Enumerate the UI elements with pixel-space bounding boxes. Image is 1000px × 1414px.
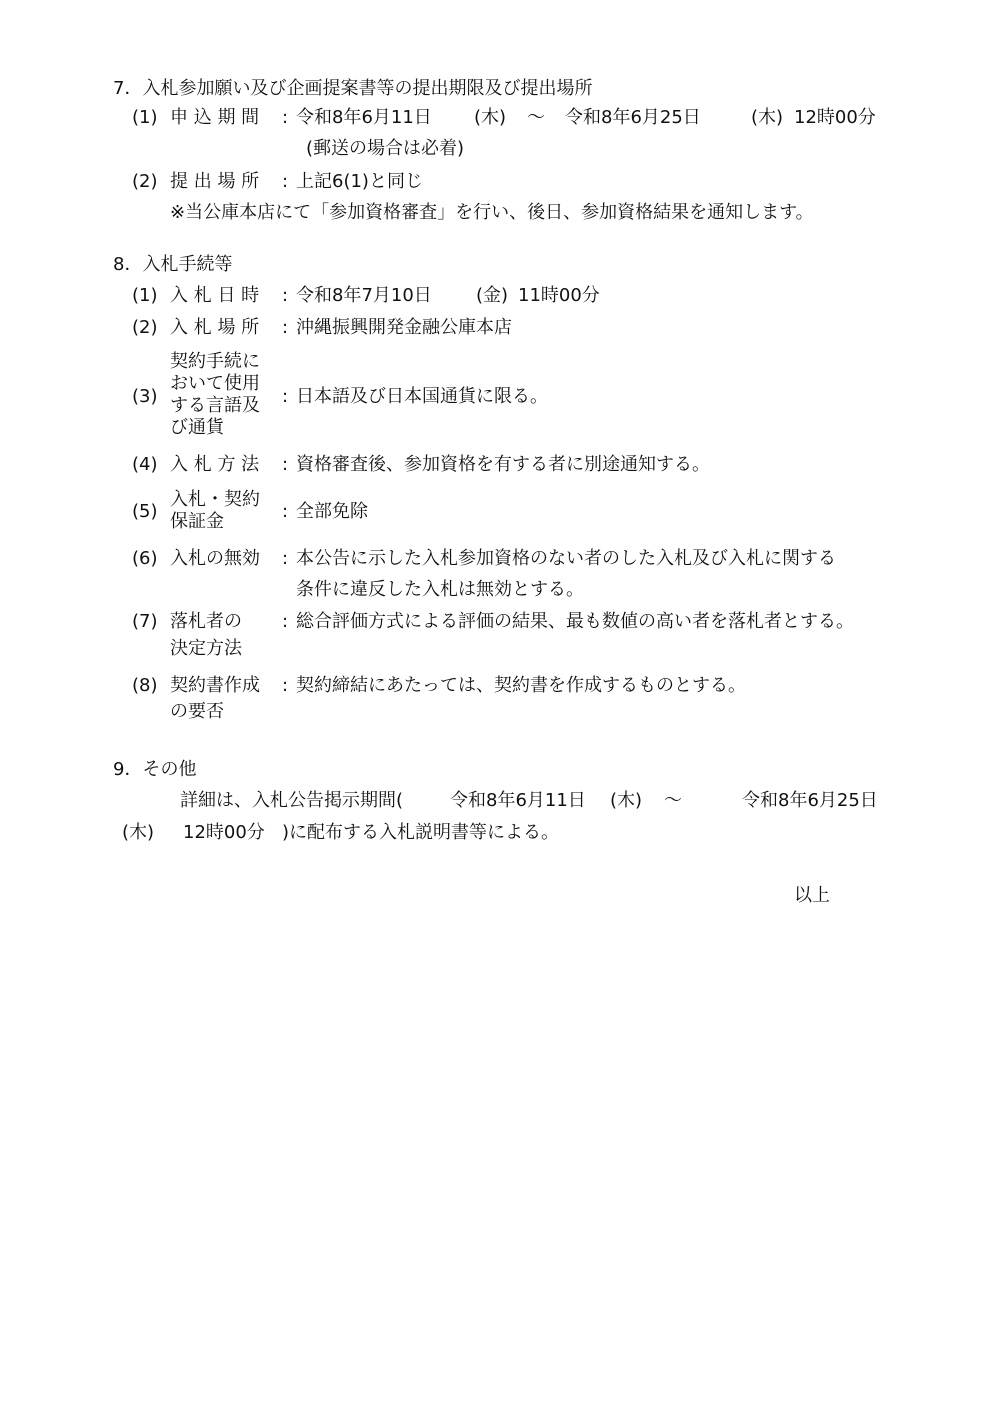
section-9-heading: 9．その他 [113,759,197,780]
s8-item1-label: 入 札 日 時 [170,285,260,306]
s9-para1-end-date: 令和8年6月25日 [742,790,878,811]
s8-item7-label-line2: 決定方法 [170,638,242,659]
s8-item7-label-line1: 落札者の [170,611,242,632]
s8-item6-value-line2: 条件に違反した入札は無効とする。 [296,579,584,600]
s8-item3-colon: : [282,386,289,407]
s8-item2-value: 沖縄振興開発金融公庫本店 [296,317,512,338]
s8-item8-colon: : [282,675,289,696]
s8-item3-value: 日本語及び日本国通貨に限る。 [296,386,548,407]
s8-item8-number: (8) [132,675,158,696]
s9-para2-suffix: )に配布する入札説明書等による。 [282,822,560,843]
s9-para2-time: 12時00分 [183,822,265,843]
s7-item1-note: (郵送の場合は必着) [306,138,465,159]
s7-item2-note: ※当公庫本店にて「参加資格審査」を行い、後日、参加資格結果を通知します。 [170,202,814,223]
s7-item2-label: 提 出 場 所 [170,171,260,192]
s8-item5-label-line1: 入札・契約 [170,489,260,510]
s7-item1-colon: : [282,107,289,128]
s8-item8-label-line2: の要否 [170,701,224,722]
s8-item7-number: (7) [132,611,158,632]
s7-item1-number: (1) [132,107,158,128]
s8-item6-number: (6) [132,548,158,569]
s7-item1-start-date: 令和8年6月11日 [296,107,432,128]
s8-item1-number: (1) [132,285,158,306]
s7-item1-label: 申 込 期 間 [170,107,260,128]
s8-item1-dow: (金) [476,285,509,306]
s7-item1-end-date: 令和8年6月25日 [565,107,701,128]
s8-item4-colon: : [282,454,289,475]
s8-item3-label-line3: する言語及 [170,395,260,416]
s8-item3-label-line1: 契約手続に [170,351,260,372]
s8-item8-label-line1: 契約書作成 [170,675,260,696]
s9-para1-start-date: 令和8年6月11日 [450,790,586,811]
closing-text: 以上 [794,885,830,906]
s8-item5-colon: : [282,501,289,522]
s8-item1-date: 令和8年7月10日 [296,285,432,306]
s8-item2-label: 入 札 場 所 [170,317,260,338]
s8-item1-colon: : [282,285,289,306]
section-7-heading: 7．入札参加願い及び企画提案書等の提出期限及び提出場所 [113,78,593,99]
s8-item5-number: (5) [132,501,158,522]
s8-item3-label-line2: おいて使用 [170,373,260,394]
s7-item1-time: 12時00分 [794,107,876,128]
s8-item4-label: 入 札 方 法 [170,454,260,475]
s8-item3-label-line4: び通貨 [170,417,224,438]
s8-item3-number: (3) [132,386,158,407]
s8-item4-value: 資格審査後、参加資格を有する者に別途通知する。 [296,454,710,475]
s7-item2-colon: : [282,171,289,192]
s8-item4-number: (4) [132,454,158,475]
s8-item5-value: 全部免除 [296,501,368,522]
s9-para2-dow: (木) [122,822,155,843]
s8-item5-label-line2: 保証金 [170,511,224,532]
s9-para1-prefix: 詳細は、入札公告掲示期間( [180,790,404,811]
s8-item6-label: 入札の無効 [170,548,260,569]
s9-para1-start-dow: (木) [610,790,643,811]
s8-item2-number: (2) [132,317,158,338]
s7-item1-tilde: ～ [527,107,545,128]
s8-item6-value-line1: 本公告に示した入札参加資格のない者のした入札及び入札に関する [296,548,836,569]
s7-item1-start-dow: (木) [474,107,507,128]
s7-item1-end-dow: (木) [751,107,784,128]
s8-item7-colon: : [282,611,289,632]
s8-item1-time: 11時00分 [518,285,600,306]
s8-item7-value: 総合評価方式による評価の結果、最も数値の高い者を落札者とする。 [296,611,854,632]
section-8-heading: 8．入札手続等 [113,254,233,275]
s8-item2-colon: : [282,317,289,338]
s8-item8-value: 契約締結にあたっては、契約書を作成するものとする。 [296,675,746,696]
s7-item2-number: (2) [132,171,158,192]
s7-item2-value: 上記6(1)と同じ [296,171,423,192]
s8-item6-colon: : [282,548,289,569]
s9-para1-tilde: ～ [664,790,682,811]
